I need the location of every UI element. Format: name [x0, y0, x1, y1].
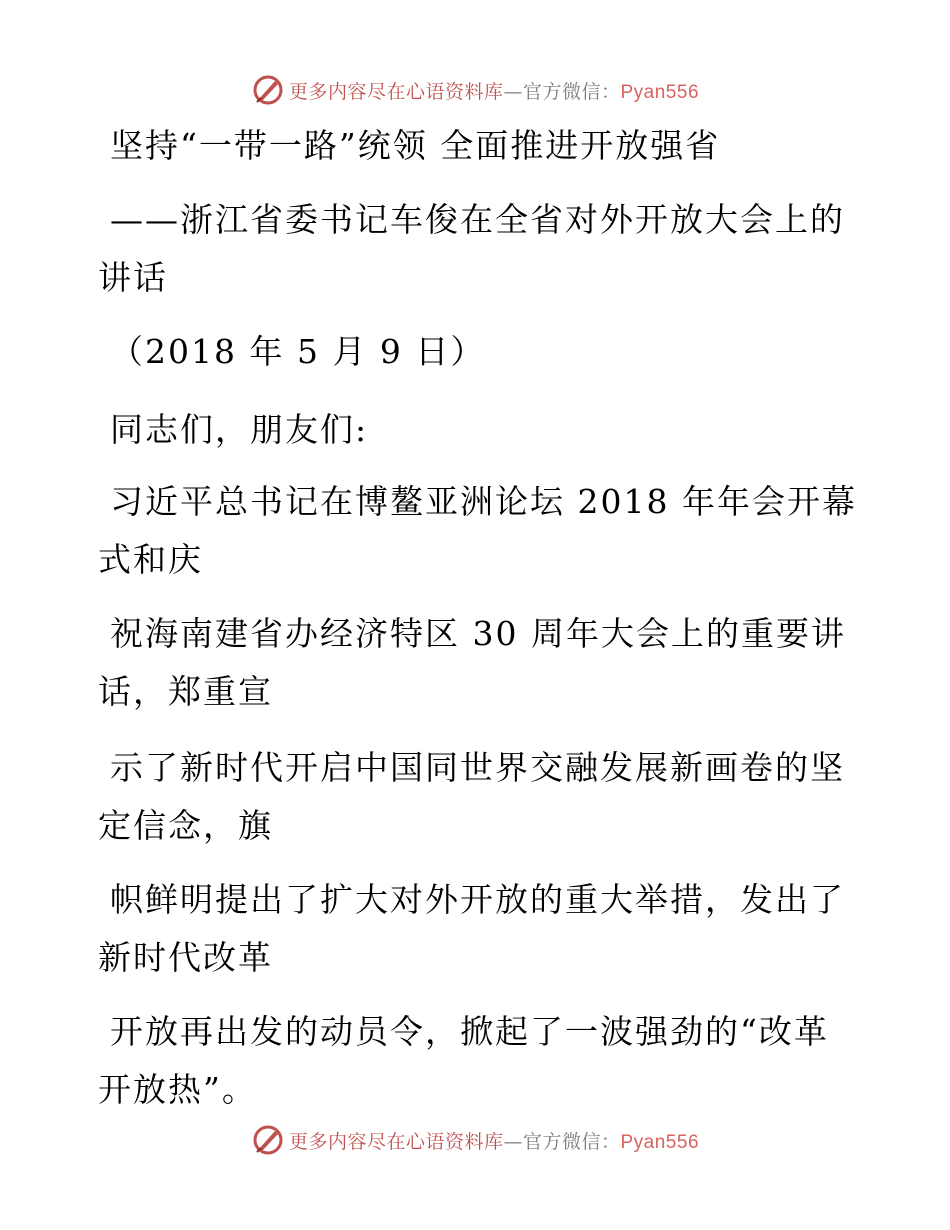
document-title: 坚持“一带一路”统领 全面推进开放强省	[110, 126, 721, 165]
paragraph-line: 开放热”。	[98, 1070, 257, 1109]
salutation: 同志们，朋友们:	[110, 410, 369, 449]
footer-watermark	[0, 1120, 950, 1160]
paragraph-line: 习近平总书记在博鳌亚洲论坛 2018 年年会开幕	[110, 482, 857, 521]
quill-pen-circle-icon	[251, 1123, 285, 1157]
paragraph-line: 式和庆	[98, 540, 203, 579]
watermark-text: 更多内容尽在心语资料库—官方微信：Pyan556	[288, 80, 700, 103]
document-subtitle-line-2: 讲话	[98, 258, 168, 297]
document-subtitle-line-1: ——浙江省委书记车俊在全省对外开放大会上的	[110, 200, 845, 239]
paragraph-line: 示了新时代开启中国同世界交融发展新画卷的坚	[110, 748, 845, 787]
paragraph-line: 定信念，旗	[98, 806, 273, 845]
paragraph-line: 帜鲜明提出了扩大对外开放的重大举措，发出了	[110, 880, 845, 919]
paragraph-line: 开放再出发的动员令，掀起了一波强劲的“改革	[110, 1012, 829, 1051]
document-date: （2018 年 5 月 9 日）	[110, 332, 486, 371]
paragraph-line: 新时代改革	[98, 938, 273, 977]
paragraph-line: 话，郑重宣	[98, 672, 273, 711]
watermark-text: 更多内容尽在心语资料库—官方微信：Pyan556	[288, 1130, 700, 1153]
paragraph-line: 祝海南建省办经济特区 30 周年大会上的重要讲	[110, 614, 846, 653]
